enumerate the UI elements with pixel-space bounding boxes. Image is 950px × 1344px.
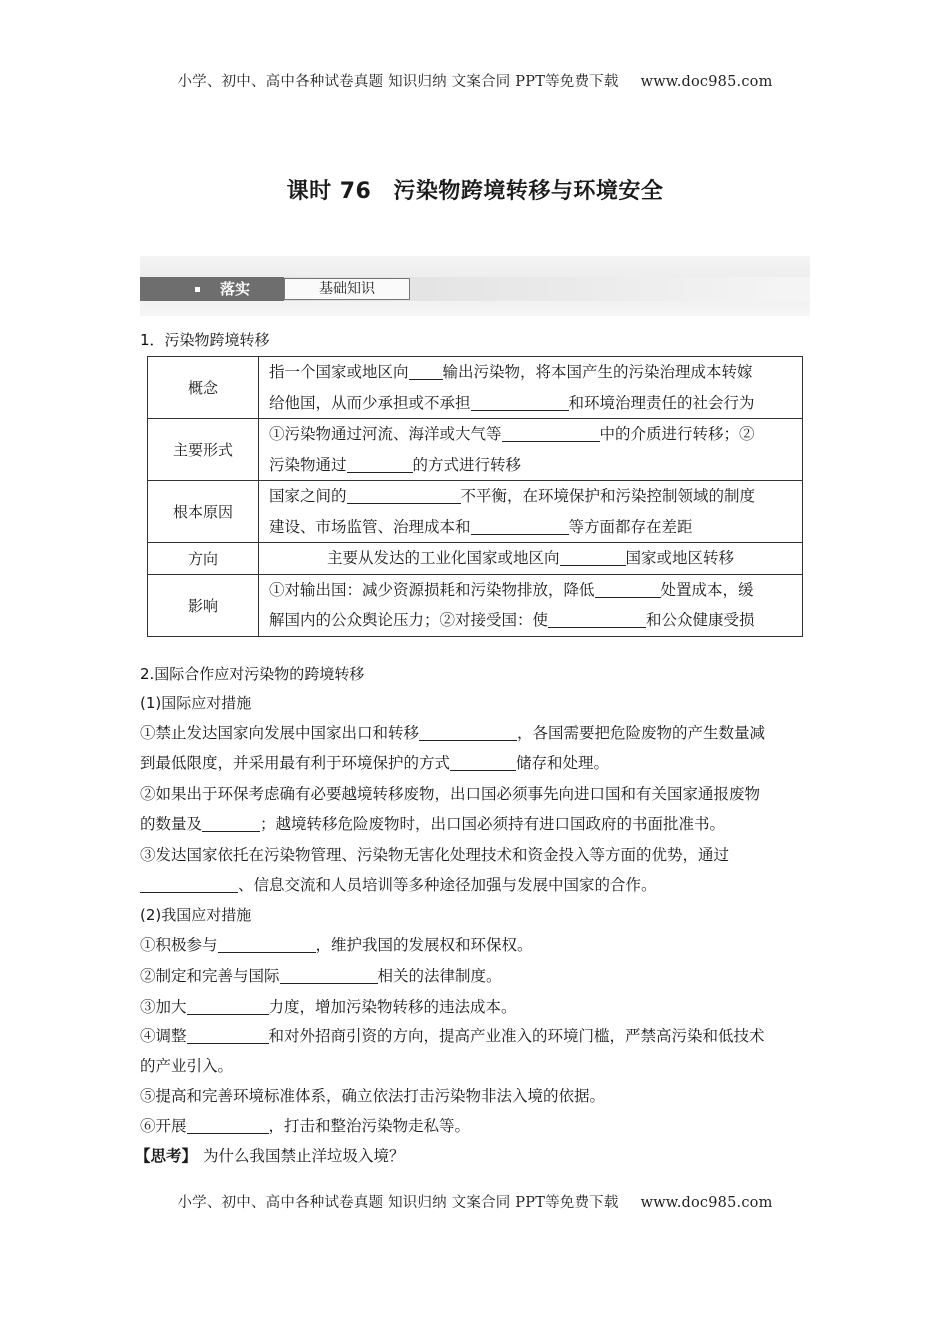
fill-blank[interactable] bbox=[560, 550, 626, 567]
think-question bbox=[135, 1144, 405, 1166]
fill-blank[interactable] bbox=[187, 1118, 269, 1135]
think-tag: 【思考】 bbox=[135, 1147, 198, 1165]
square-bullet-icon bbox=[195, 287, 200, 292]
row-label: 方向 bbox=[148, 543, 259, 575]
banner-right-label: 基础知识 bbox=[284, 278, 410, 300]
section2-heading: 2.国际合作应对污染物的跨境转移 bbox=[140, 665, 365, 683]
row-content: 指一个国家或地区向 输出污染物，将本国产生的污染治理成本转嫁 给他国，从而少承担或不承担 和环境治理责任的社会行为 bbox=[259, 357, 803, 419]
paragraph-3: ③发达国家依托在污染物管理、污染物无害化处理技术和资金投入等方面的优势，通过 、信息交流和人员培训等多种途径加强与发展中国家的合作。 bbox=[140, 846, 730, 894]
table-row bbox=[148, 481, 803, 543]
table-row bbox=[148, 574, 803, 636]
section1-heading: 1．污染物跨境转移 bbox=[140, 331, 270, 349]
row-content: 主要从发达的工业化国家或地区向 国家或地区转移 bbox=[259, 543, 803, 575]
table-row bbox=[148, 357, 803, 419]
paragraph-2: ②如果出于环保考虑确有必要越境转移废物，出口国必须事先向进口国和有关国家通报废物 的数量及 ；越境转移危险废物时，出口国必须持有进口国政府的书面批准书。 bbox=[140, 785, 761, 833]
measure-1: ①积极参与 ，维护我国的发展权和环保权。 bbox=[140, 936, 533, 954]
table-row bbox=[148, 543, 803, 575]
page-title bbox=[0, 174, 950, 205]
table-row bbox=[148, 419, 803, 481]
banner-dark-tab bbox=[140, 277, 284, 301]
fill-blank[interactable] bbox=[595, 581, 661, 598]
concept-table bbox=[147, 356, 803, 637]
row-content: ①污染物通过河流、海洋或大气等 中的介质进行转移；② 污染物通过 的方式进行转移 bbox=[259, 419, 803, 481]
fill-blank[interactable] bbox=[140, 877, 238, 894]
lesson-number: 课时 76 bbox=[286, 179, 372, 204]
footer-site[interactable]: www.doc985.com bbox=[640, 1195, 773, 1211]
subsection-china: (2)我国应对措施 bbox=[140, 906, 252, 924]
section-banner bbox=[140, 256, 810, 316]
fill-blank[interactable] bbox=[502, 426, 600, 443]
fill-blank[interactable] bbox=[187, 999, 269, 1016]
footer-text: 小学、初中、高中各种试卷真题 知识归纳 文案合同 PPT等免费下载 bbox=[177, 1195, 619, 1211]
row-label: 影响 bbox=[148, 574, 259, 636]
row-content: ①对输出国：减少资源损耗和污染物排放，降低 处置成本，缓 解国内的公众舆论压力；②对接受国：使 和公众健康受损 bbox=[259, 574, 803, 636]
page-footer bbox=[0, 1191, 950, 1212]
fill-blank[interactable] bbox=[280, 968, 378, 985]
fill-blank[interactable] bbox=[187, 1028, 269, 1045]
fill-blank[interactable] bbox=[471, 394, 569, 411]
measure-3: ③加大 力度，增加污染物转移的违法成本。 bbox=[140, 998, 517, 1016]
header-site[interactable]: www.doc985.com bbox=[640, 74, 773, 90]
row-label: 主要形式 bbox=[148, 419, 259, 481]
fill-blank[interactable] bbox=[419, 725, 517, 742]
row-content: 国家之间的 不平衡，在环境保护和污染控制领域的制度 建设、市场监管、治理成本和 等方面都存在差距 bbox=[259, 481, 803, 543]
fill-blank[interactable] bbox=[347, 456, 413, 473]
paragraph-1: ①禁止发达国家向发展中国家出口和转移 ，各国需要把危险废物的产生数量减 到最低限度，并采用最有利于环境保护的方式 储存和处理。 bbox=[140, 724, 766, 772]
measure-6: ⑥开展 ，打击和整治污染物走私等。 bbox=[140, 1117, 471, 1135]
fill-blank[interactable] bbox=[202, 816, 260, 833]
measure-2: ②制定和完善与国际 相关的法律制度。 bbox=[140, 967, 502, 985]
fill-blank[interactable] bbox=[471, 518, 569, 535]
fill-blank[interactable] bbox=[450, 755, 516, 772]
fill-blank[interactable] bbox=[218, 937, 316, 954]
fill-blank[interactable] bbox=[409, 364, 443, 381]
fill-blank[interactable] bbox=[548, 612, 646, 629]
header-text: 小学、初中、高中各种试卷真题 知识归纳 文案合同 PPT等免费下载 bbox=[177, 74, 619, 90]
banner-left-label: 落实 bbox=[220, 280, 251, 298]
row-label: 概念 bbox=[148, 357, 259, 419]
think-text: 为什么我国禁止洋垃圾入境？ bbox=[203, 1147, 405, 1165]
fill-blank[interactable] bbox=[347, 488, 461, 505]
subsection-international: (1)国际应对措施 bbox=[140, 694, 252, 712]
lesson-topic: 污染物跨境转移与环境安全 bbox=[393, 179, 664, 204]
measure-5: ⑤提高和完善环境标准体系，确立依法打击污染物非法入境的依据。 bbox=[140, 1087, 606, 1105]
measure-4: ④调整 和对外招商引资的方向，提高产业准入的环境门槛，严禁高污染和低技术 的产业引入。 bbox=[140, 1027, 765, 1075]
page-header bbox=[0, 70, 950, 91]
row-label: 根本原因 bbox=[148, 481, 259, 543]
